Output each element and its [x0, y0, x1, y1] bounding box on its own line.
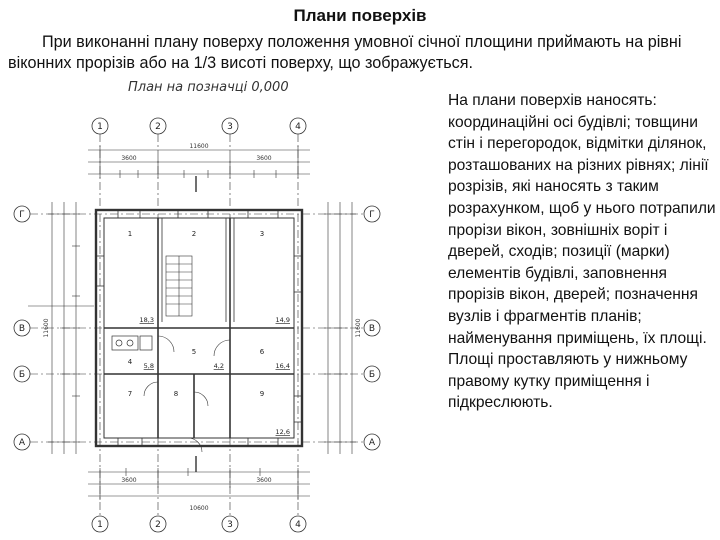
dimension-total-bottom: 10600	[189, 505, 209, 512]
dimension-label: 3600	[256, 155, 272, 162]
axis-marker-left: В	[18, 324, 26, 334]
room-number: 7	[127, 390, 133, 398]
dimension-label: 3600	[121, 477, 137, 484]
room-number: 8	[173, 390, 179, 398]
room-area: 4,2	[213, 362, 224, 370]
room-number: 1	[127, 230, 133, 238]
axis-marker-top: 2	[155, 122, 161, 132]
room-areas	[140, 316, 290, 436]
room-number: 4	[127, 358, 133, 366]
side-text: На плани поверхів наносять: координаційні осі будівлі; товщини стін і перегородок, відмітки ділянок, розташованих на різних рівнях; лінії розрізів, які наносять з таким розрахунком, щоб у нього потрапили прорізи вікон, зовнішніх воріт і дверей, сходів; позиції (марки) елементів будівлі, заповнення прорізів вікон, дверей; позначення вузлів і фрагментів планів; найменування приміщень, їх площі. Площі проставляють у нижньому правому кутку приміщення і підкреслюють.	[448, 92, 716, 412]
room-area: 16,4	[275, 362, 290, 370]
intro-text: При виконанні плану поверху положення умовної січної площини приймають на рівні віконних прорізів або на 1/3 висоті поверху, що зображується.	[8, 33, 682, 72]
room-number: 6	[259, 348, 265, 356]
axis-marker-right: Б	[368, 370, 376, 380]
axis-markers	[19, 122, 376, 530]
dimension-side-left: 11600	[43, 318, 50, 338]
room-area: 12,6	[275, 428, 290, 436]
room-number: 9	[259, 390, 265, 398]
axis-marker-right: В	[368, 324, 376, 334]
axis-marker-right: А	[368, 438, 376, 448]
axis-marker-top: 3	[227, 122, 233, 132]
dimension-total-top: 11600	[189, 143, 209, 150]
page-title: Плани поверхів	[293, 6, 427, 25]
axis-marker-right: Г	[369, 210, 375, 220]
axis-marker-bottom: 4	[295, 520, 301, 530]
axis-marker-top: 4	[295, 122, 301, 132]
room-number: 5	[191, 348, 197, 356]
room-area: 5,8	[143, 362, 154, 370]
axis-marker-left: Б	[18, 370, 26, 380]
floor-plan-drawing	[8, 96, 440, 536]
room-area: 14,9	[275, 316, 290, 324]
room-number: 2	[191, 230, 197, 238]
axis-marker-left: А	[18, 438, 26, 448]
axis-marker-bottom: 1	[97, 520, 103, 530]
dimension-label: 3600	[256, 477, 272, 484]
axis-marker-bottom: 2	[155, 520, 161, 530]
axis-marker-bottom: 3	[227, 520, 233, 530]
intro-paragraph	[8, 32, 714, 74]
room-labels	[128, 230, 265, 398]
plan-caption: План на позначці 0,000	[128, 80, 289, 95]
axis-marker-top: 1	[97, 122, 103, 132]
room-number: 3	[259, 230, 265, 238]
dimension-side-right: 11600	[355, 318, 362, 338]
axis-marker-left: Г	[19, 210, 25, 220]
room-area: 18,3	[139, 316, 154, 324]
dimension-label: 3600	[121, 155, 137, 162]
